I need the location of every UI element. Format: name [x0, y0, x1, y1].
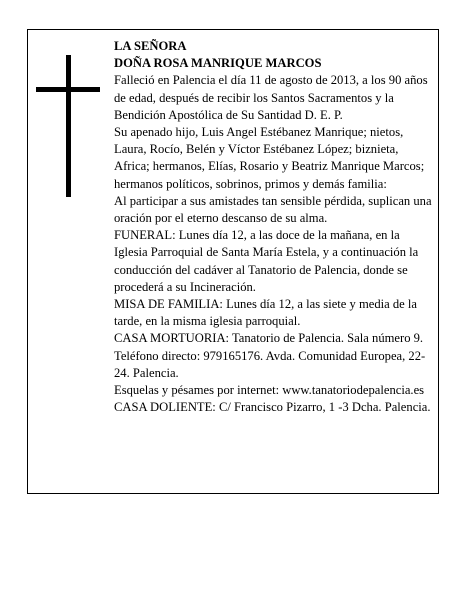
online-condolences-paragraph: Esquelas y pésames por internet: www.tanatoriodepalencia.es	[114, 383, 425, 398]
cross-vertical-bar	[66, 55, 71, 197]
funeral-home-paragraph: CASA MORTUORIA: Tanatorio de Palencia. Sala número 9. Teléfono directo: 979165176. Avda. Comunidad Europea, 22-24. Palencia.	[114, 331, 426, 380]
funeral-paragraph: FUNERAL: Lunes día 12, a las doce de la mañana, en la Iglesia Parroquial de Santa María Estela, y a continuación la conducción del cadáver al Tanatorio de Palencia, donde se procederá a su Incineración.	[114, 228, 419, 294]
obituary-text	[114, 38, 432, 416]
family-paragraph: Su apenado hijo, Luis Angel Estébanez Manrique; nietos, Laura, Rocío, Belén y Víctor Estébanez López; biznieta, Africa; hermanos, Elías, Rosario y Beatriz Manrique Marcos; hermanos políticos, sobrinos, primos y demás familia:	[114, 125, 425, 191]
cross-icon	[36, 55, 100, 197]
heading-title: LA SEÑORA	[114, 39, 187, 53]
prayer-request-paragraph: Al participar a sus amistades tan sensible pérdida, suplican una oración por el eterno descanso de su alma.	[114, 193, 432, 226]
deceased-name: DOÑA ROSA MANRIQUE MARCOS	[114, 56, 322, 71]
death-notice-paragraph: Falleció en Palencia el día 11 de agosto de 2013, a los 90 años de edad, después de recibir los Santos Sacramentos y la Bendición Apostólica de Su Santidad D. E. P.	[114, 73, 428, 122]
cross-horizontal-bar	[36, 87, 100, 92]
family-home-paragraph: CASA DOLIENTE: C/ Francisco Pizarro, 1 -3 Dcha. Palencia.	[114, 400, 431, 415]
family-mass-paragraph: MISA DE FAMILIA: Lunes día 12, a las siete y media de la tarde, en la misma iglesia parroquial.	[114, 297, 418, 329]
